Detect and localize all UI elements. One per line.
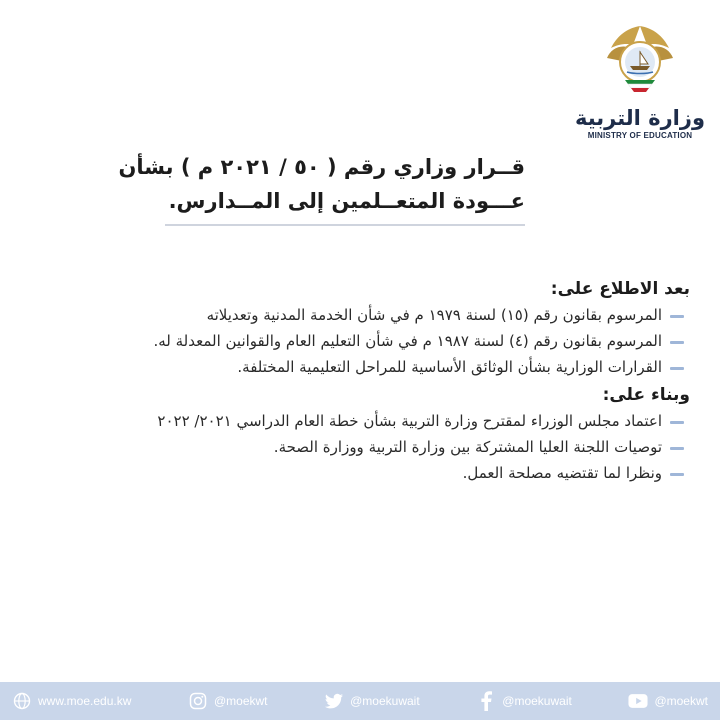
list-item-text: القرارات الوزارية بشأن الوثائق الأساسية للمراحل التعليمية المختلفة. bbox=[237, 358, 662, 376]
list-item bbox=[60, 302, 690, 328]
list-item-text: ونظرا لما تقتضيه مصلحة العمل. bbox=[462, 464, 662, 482]
section-heading-considering: بعد الاطلاع على: bbox=[550, 279, 690, 299]
title-line-2: عـــودة المتعــلمين إلى المــدارس. bbox=[168, 189, 525, 213]
website-text: www.moe.edu.kw bbox=[38, 694, 132, 708]
website-link[interactable] bbox=[12, 691, 131, 711]
youtube-link[interactable] bbox=[628, 691, 708, 711]
instagram-link[interactable] bbox=[188, 691, 268, 711]
based-on-list bbox=[60, 408, 690, 486]
list-item-text: المرسوم بقانون رقم (٤) لسنة ١٩٨٧ م في شأن التعليم العام والقوانين المعدلة له. bbox=[153, 332, 662, 350]
instagram-handle: @moekwt bbox=[213, 694, 268, 708]
social-footer bbox=[0, 682, 720, 720]
ministry-logo bbox=[574, 18, 706, 140]
considering-list bbox=[60, 302, 690, 380]
instagram-icon bbox=[188, 691, 208, 711]
ministry-name-english: MINISTRY OF EDUCATION bbox=[587, 131, 693, 140]
list-item bbox=[60, 434, 690, 460]
list-item-text: توصيات اللجنة العليا المشتركة بين وزارة التربية ووزارة الصحة. bbox=[273, 438, 662, 456]
bullet-dash-icon bbox=[670, 473, 684, 476]
twitter-handle: @moekuwait bbox=[350, 694, 420, 708]
bullet-dash-icon bbox=[670, 315, 684, 318]
youtube-icon bbox=[628, 691, 648, 711]
title-underline bbox=[165, 224, 525, 226]
bullet-dash-icon bbox=[670, 447, 684, 450]
globe-icon bbox=[12, 691, 32, 711]
ministry-name-arabic: وزارة التربية bbox=[574, 106, 706, 130]
facebook-handle: @moekuwait bbox=[502, 694, 572, 708]
kuwait-emblem-icon bbox=[597, 18, 683, 104]
decree-body bbox=[60, 276, 690, 486]
bullet-dash-icon bbox=[670, 421, 684, 424]
list-item bbox=[60, 460, 690, 486]
facebook-link[interactable] bbox=[476, 691, 572, 711]
bullet-dash-icon bbox=[670, 367, 684, 370]
twitter-link[interactable] bbox=[324, 691, 420, 711]
list-item bbox=[60, 408, 690, 434]
youtube-handle: @moekwt bbox=[654, 694, 708, 708]
section-heading-based-on: وبناء على: bbox=[602, 385, 690, 405]
list-item bbox=[60, 354, 690, 380]
list-item-text: اعتماد مجلس الوزراء لمقترح وزارة التربية بشأن خطة العام الدراسي ٢٠٢١/ ٢٠٢٢ bbox=[157, 412, 662, 430]
facebook-icon bbox=[476, 691, 496, 711]
twitter-icon bbox=[324, 691, 344, 711]
list-item-text: المرسوم بقانون رقم (١٥) لسنة ١٩٧٩ م في شأن الخدمة المدنية وتعديلاته bbox=[206, 306, 662, 324]
decree-title bbox=[118, 150, 525, 226]
bullet-dash-icon bbox=[670, 341, 684, 344]
title-line-1: قــرار وزاري رقم ( ٥٠ / ٢٠٢١ م ) بشأن bbox=[118, 155, 525, 179]
list-item bbox=[60, 328, 690, 354]
